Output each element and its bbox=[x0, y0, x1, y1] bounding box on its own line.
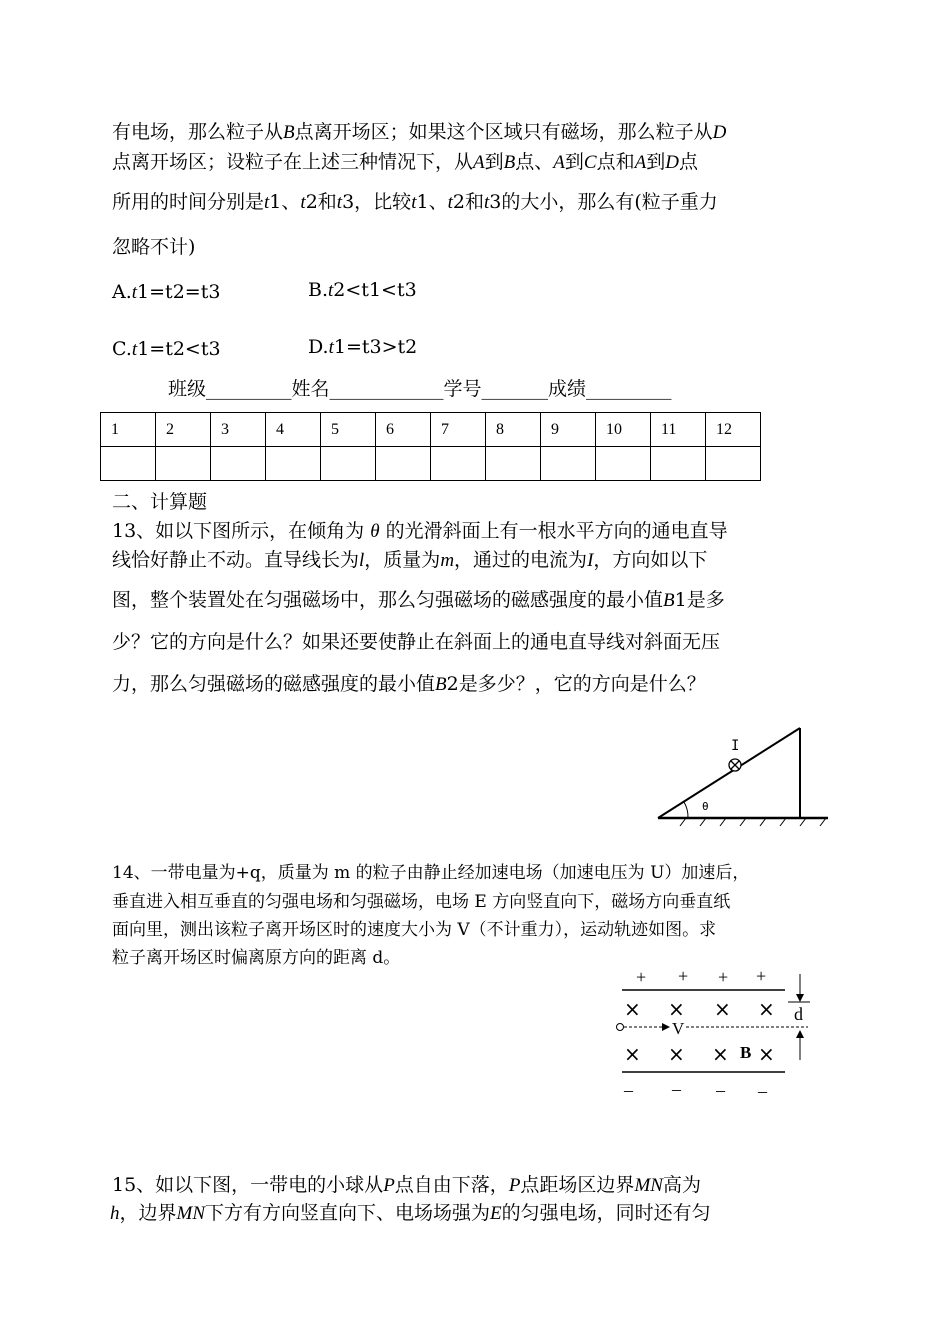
svg-text:×: × bbox=[668, 997, 685, 1021]
answer-cell[interactable] bbox=[156, 447, 211, 481]
angle-theta-label: θ bbox=[702, 800, 709, 813]
q13-line-3: 图，整个装置处在匀强磁场中，那么匀强磁场的磁感强度的最小值B1是多 bbox=[112, 589, 725, 611]
velocity-label: V bbox=[672, 1019, 685, 1038]
answer-header-cell: 1 bbox=[101, 413, 156, 447]
q13-line-5: 力，那么匀强磁场的磁感强度的最小值B2是多少？，它的方向是什么？ bbox=[112, 673, 706, 695]
answer-cell[interactable] bbox=[101, 447, 156, 481]
answer-header-cell: 11 bbox=[651, 413, 706, 447]
incline-figure bbox=[650, 720, 840, 830]
answer-table bbox=[100, 412, 761, 481]
svg-text:–: – bbox=[672, 1079, 681, 1099]
option-a: A.t1=t2=t3 bbox=[112, 281, 221, 303]
svg-text:×: × bbox=[668, 1042, 685, 1066]
svg-text:+: + bbox=[636, 967, 647, 987]
distance-d-label: d bbox=[794, 1004, 803, 1024]
answer-header-cell: 2 bbox=[156, 413, 211, 447]
answer-cell[interactable] bbox=[266, 447, 321, 481]
svg-text:×: × bbox=[712, 1042, 729, 1066]
q13-line-1: 13、如以下图所示，在倾角为 θ 的光滑斜面上有一根水平方向的通电直导 bbox=[112, 520, 728, 542]
answer-cell[interactable] bbox=[376, 447, 431, 481]
magnetic-field-crosses-top bbox=[624, 997, 775, 1021]
plus-charges bbox=[636, 966, 766, 987]
q14-line-1: 14、一带电量为+q，质量为 m 的粒子由静止经加速电场（加速电压为 U）加速后， bbox=[112, 863, 750, 883]
option-d: D.t1=t3>t2 bbox=[308, 336, 418, 358]
answer-cell[interactable] bbox=[486, 447, 541, 481]
q12-line-4: 忽略不计) bbox=[112, 236, 196, 258]
answer-cell[interactable] bbox=[706, 447, 761, 481]
answer-cell[interactable] bbox=[596, 447, 651, 481]
q14-line-2: 垂直进入相互垂直的匀强电场和匀强磁场，电场 E 方向竖直向下，磁场方向垂直纸 bbox=[112, 892, 731, 912]
option-c: C.t1=t2<t3 bbox=[112, 338, 221, 360]
answer-table-header-row bbox=[101, 413, 761, 447]
answer-cell[interactable] bbox=[541, 447, 596, 481]
answer-header-cell: 7 bbox=[431, 413, 486, 447]
svg-text:×: × bbox=[624, 997, 641, 1021]
option-b: B.t2<t1<t3 bbox=[308, 279, 417, 301]
q12-line-2: 点离开场区；设粒子在上述三种情况下，从A到B点、A到C点和A到D点 bbox=[112, 151, 698, 173]
answer-cell[interactable] bbox=[651, 447, 706, 481]
answer-header-cell: 12 bbox=[706, 413, 761, 447]
section-title: 二、计算题 bbox=[112, 491, 208, 513]
q15-line-1: 15、如以下图，一带电的小球从P点自由下落，P点距场区边界MN高为 bbox=[112, 1174, 701, 1196]
svg-text:+: + bbox=[678, 966, 689, 986]
svg-text:×: × bbox=[758, 1042, 775, 1066]
answer-cell[interactable] bbox=[431, 447, 486, 481]
answer-header-cell: 6 bbox=[376, 413, 431, 447]
svg-text:+: + bbox=[718, 967, 729, 987]
q13-line-4: 少？它的方向是什么？如果还要使静止在斜面上的通电直导线对斜面无压 bbox=[112, 631, 721, 653]
svg-text:×: × bbox=[714, 997, 731, 1021]
answer-table-input-row bbox=[101, 447, 761, 481]
svg-text:–: – bbox=[758, 1081, 767, 1101]
answer-header-cell: 9 bbox=[541, 413, 596, 447]
angle-arc bbox=[684, 802, 688, 818]
answer-header-cell: 3 bbox=[211, 413, 266, 447]
arrow-head-icon bbox=[662, 1023, 670, 1031]
magnetic-field-crosses-bottom bbox=[624, 1042, 775, 1066]
q15-line-2: h，边界MN下方有方向竖直向下、电场场强为E的匀强电场，同时还有匀 bbox=[110, 1202, 711, 1224]
d-arrow-bottom bbox=[796, 1030, 804, 1038]
minus-charges bbox=[623, 1079, 768, 1101]
answer-cell[interactable] bbox=[211, 447, 266, 481]
q12-line-3: 所用的时间分别是t1、t2和t3，比较t1、t2和t3的大小，那么有(粒子重力 bbox=[112, 191, 718, 213]
svg-text:+: + bbox=[756, 966, 767, 986]
q13-line-2: 线恰好静止不动。直导线长为l，质量为m，通过的电流为I，方向如以下 bbox=[112, 549, 708, 571]
q14-line-3: 面向里，测出该粒子离开场区时的速度大小为 V（不计重力），运动轨迹如图。求 bbox=[112, 920, 717, 940]
svg-text:×: × bbox=[624, 1042, 641, 1066]
particle-start bbox=[617, 1024, 624, 1031]
incline-slope bbox=[658, 728, 800, 818]
current-label: I bbox=[731, 738, 740, 754]
field-figure bbox=[610, 962, 820, 1102]
svg-text:–: – bbox=[624, 1080, 633, 1100]
answer-header-cell: 5 bbox=[321, 413, 376, 447]
q14-line-4: 粒子离开场区时偏离原方向的距离 d。 bbox=[112, 948, 401, 968]
answer-cell[interactable] bbox=[321, 447, 376, 481]
q12-line-1: 有电场，那么粒子从B点离开场区；如果这个区域只有磁场，那么粒子从D bbox=[112, 121, 727, 143]
svg-text:×: × bbox=[758, 997, 775, 1021]
answer-header-cell: 4 bbox=[266, 413, 321, 447]
answer-header-cell: 8 bbox=[486, 413, 541, 447]
field-b-label: B bbox=[740, 1043, 752, 1062]
student-info-line: 班级_________姓名____________学号_______成绩_________ bbox=[168, 378, 672, 400]
answer-header-cell: 10 bbox=[596, 413, 651, 447]
svg-text:–: – bbox=[716, 1080, 725, 1100]
